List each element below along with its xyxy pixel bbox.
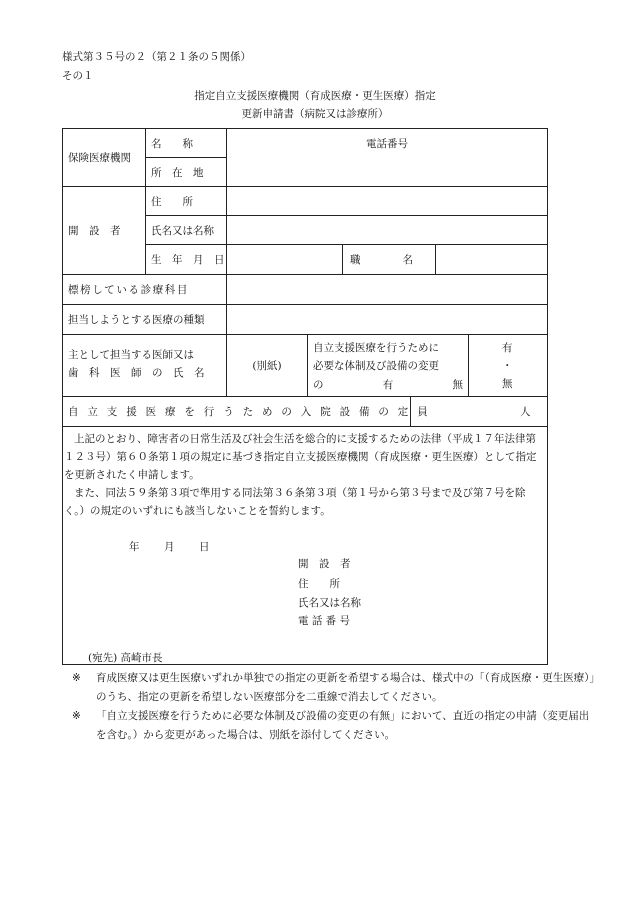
medical-type-label: 担当しようとする医療の種類 <box>68 314 205 326</box>
location-label: 所 在 地 <box>151 166 204 179</box>
change-label-line3 <box>313 375 463 393</box>
facility-name-label: 名 称 <box>151 137 193 150</box>
change-label-no-c: 無 <box>452 378 463 391</box>
doctor-label-line2: 歯 科 医 師 の 氏 名 <box>68 367 205 379</box>
phone-label: 電話番号 <box>366 137 408 150</box>
change-label-no-b: 有 <box>382 378 394 391</box>
founder-name-label: 氏名又は名称 <box>151 224 214 237</box>
departments-label: 標榜している診療科目 <box>68 284 189 296</box>
position-field[interactable] <box>436 245 547 274</box>
sheet-label: その１ <box>62 70 94 82</box>
form-number: 様式第３５号の２（第２１条の５関係） <box>62 51 251 63</box>
page-title: 指定自立支援医療機関（育成医療・更生医療）指定 <box>194 90 436 102</box>
declaration-paragraph-2: また、同法５９条第３項で準用する同法第３６条第３項（第１号から第３号まで及び第７号を除く。）の規定のいずれにも該当しないことを誓約します。 <box>64 487 526 517</box>
note-text: 育成医療又は更生医療いずれか単独での指定の更新を希望する場合は、様式中の「（育成医療・更生医療）」のうち、指定の更新を希望しない医療部分を二重線で消去してください。 <box>96 672 595 703</box>
note-1 <box>72 669 596 707</box>
date-day: 日 <box>199 541 210 553</box>
departments-field[interactable] <box>227 275 547 304</box>
option-no[interactable]: 無 <box>502 378 513 390</box>
addressee: (宛先) 高崎市長 <box>88 652 163 664</box>
signature-name: 氏名又は名称 <box>298 597 361 609</box>
position-label: 職 名 <box>350 254 413 266</box>
medical-type-field[interactable] <box>227 305 547 334</box>
declaration-paragraph-1: 上記のとおり、障害者の日常生活及び社会生活を総合的に支援するための法律（平成１７年法律第１２３号）第６０条第１項の規定に基づき指定自立支援医療機関（育成医療・更生医療）として指定を更新されたく申請します。 <box>64 433 537 481</box>
note-mark: ※ <box>72 710 81 722</box>
signature-address: 住 所 <box>298 578 340 590</box>
founder-address-field[interactable] <box>227 187 547 215</box>
signature-founder: 開 設 者 <box>298 558 351 570</box>
page-subtitle: 更新申請書（病院又は診療所） <box>241 108 389 120</box>
date-year: 年 <box>129 541 140 553</box>
change-label-line2: 必要な体制及び設備の変更 <box>313 360 439 372</box>
beds-label <box>68 397 437 426</box>
beds-unit: 人 <box>520 406 531 418</box>
facility-name-field[interactable] <box>227 157 547 186</box>
option-separator: ・ <box>502 360 513 372</box>
date-month: 月 <box>164 541 175 553</box>
note-2 <box>72 707 596 745</box>
birthdate-label: 生 年 月 日 <box>151 254 225 266</box>
insurer-label: 保険医療機関 <box>68 152 131 164</box>
change-label-line1: 自立支援医療を行うために <box>313 342 439 354</box>
note-mark: ※ <box>72 672 81 684</box>
doctor-label-line1: 主として担当する医師又は <box>68 349 194 361</box>
address-label: 住 所 <box>151 195 193 208</box>
beds-label-text: 自立支援医療を行うための入院設備の定員 <box>68 406 437 418</box>
founder-label: 開 設 者 <box>68 225 121 237</box>
attached-sheet-note: (別紙) <box>252 360 282 372</box>
founder-name-field[interactable] <box>227 216 547 244</box>
birthdate-field[interactable] <box>227 245 342 274</box>
option-yes[interactable]: 有 <box>502 342 513 354</box>
signature-phone: 電 話 番 号 <box>298 615 351 627</box>
note-text: 「自立支援医療を行うために必要な体制及び設備の変更の有無」において、直近の指定の申請（変更届出を含む。）から変更があった場合は、別紙を添付してください。 <box>96 710 590 741</box>
change-label-no-a: の <box>313 378 324 391</box>
